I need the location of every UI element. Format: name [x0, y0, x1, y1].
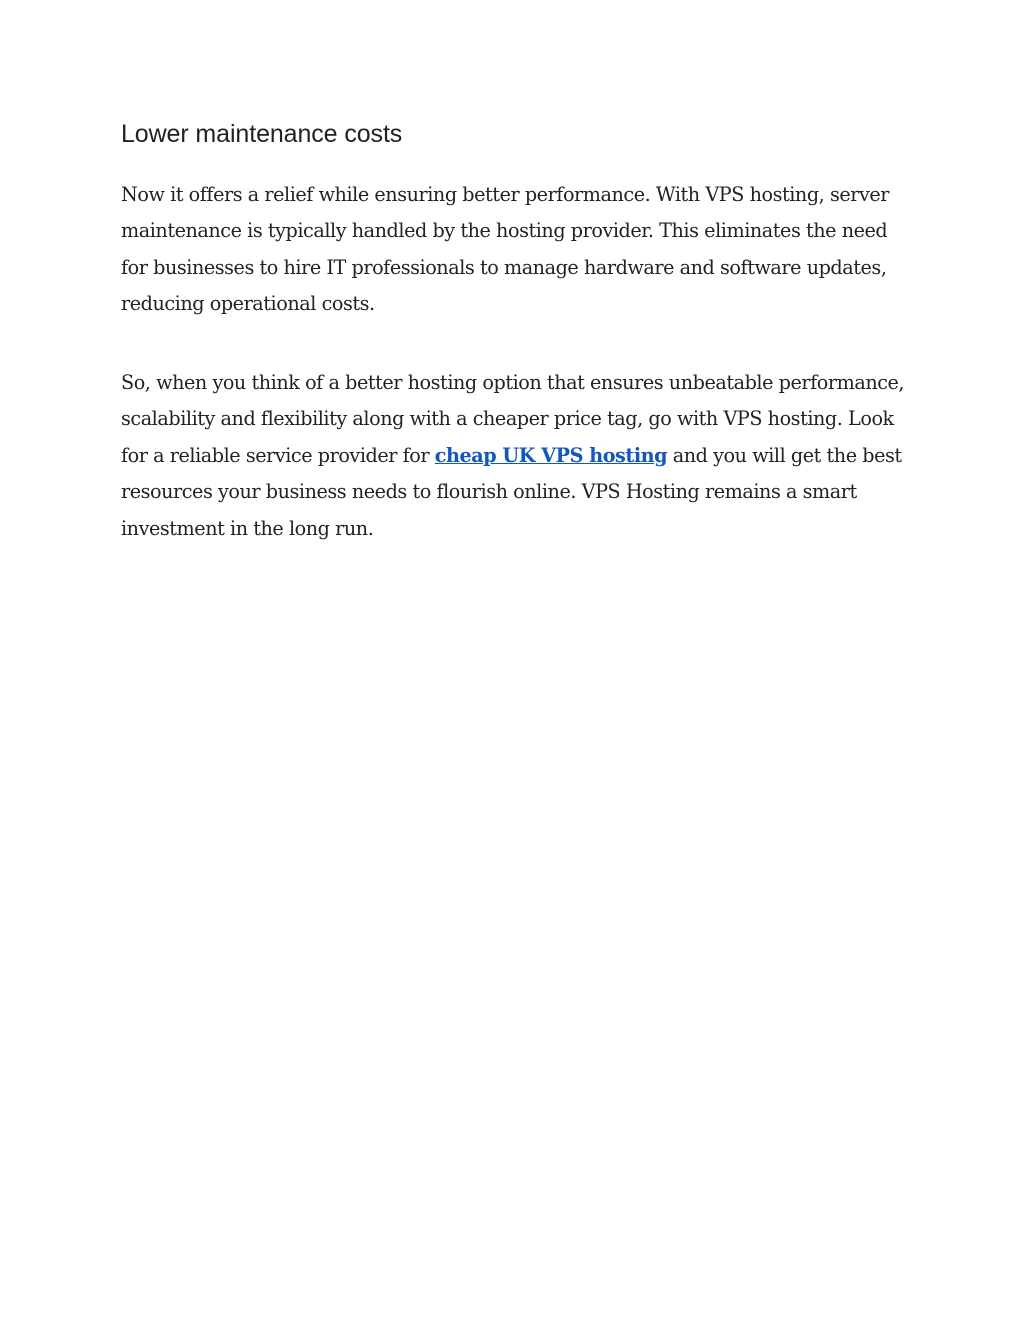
- paragraph-maintenance: Now it offers a relief while ensuring better performance. With VPS hosting, server maintenance is typically handled by the hosting provider. This eliminates the need for businesses to hire IT professionals to manage hardware and software updates, reducing operational costs.: [121, 182, 890, 315]
- paragraph-conclusion-text-end: and you will get the best resources your business needs to flourish online. VPS Hosting remains a smart investment in the long run.: [121, 443, 902, 540]
- cheap-uk-vps-hosting-link[interactable]: cheap UK VPS hosting: [434, 443, 668, 467]
- section-heading: Lower maintenance costs: [121, 120, 403, 148]
- paragraph-conclusion: [121, 365, 911, 548]
- document-page: [121, 118, 911, 547]
- paragraph-conclusion-text-start: So, when you think of a better hosting option that ensures unbeatable performance, scalability and flexibility along with a cheaper price tag, go with VPS hosting. Look for a reliable service provider for: [121, 370, 905, 467]
